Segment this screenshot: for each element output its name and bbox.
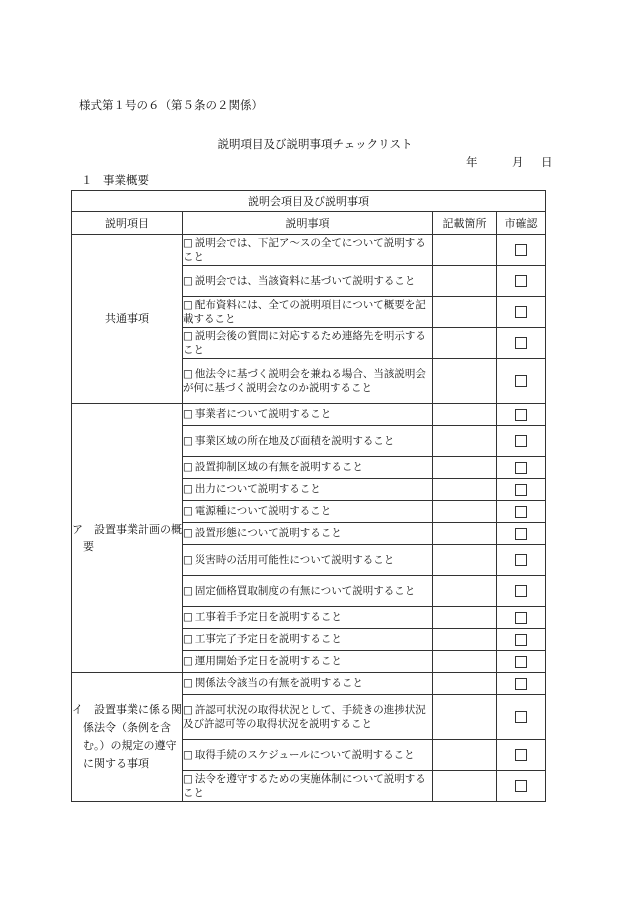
date-day-label: 日	[541, 155, 553, 169]
matter-cell	[183, 740, 433, 771]
matter-cell	[183, 673, 433, 695]
location-cell[interactable]	[433, 404, 497, 426]
checkbox-mark[interactable]: □	[183, 584, 193, 597]
date-year-label: 年	[466, 155, 478, 169]
category-cell	[72, 673, 183, 802]
city-check-checkbox[interactable]	[515, 337, 527, 349]
city-check-cell	[497, 479, 546, 501]
table-row	[72, 404, 546, 426]
city-check-checkbox[interactable]	[515, 275, 527, 287]
matter-text: 設置抑制区域の有無を説明すること	[194, 461, 363, 474]
matter-text: 説明会では、下記ア～スの全てについて説明すること	[183, 236, 426, 263]
matter-text: 固定価格買取制度の有無について説明すること	[194, 584, 416, 597]
matter-cell	[183, 629, 433, 651]
matter-text: 他法令に基づく説明会を兼ねる場合、当該説明会が何に基づく説明会なのか説明すること	[183, 367, 426, 394]
header-location: 記載箇所	[433, 212, 497, 235]
matter-text: 配布資料には、全ての説明項目について概要を記載すること	[183, 298, 426, 325]
location-cell[interactable]	[433, 771, 497, 802]
checkbox-mark[interactable]: □	[183, 527, 193, 540]
city-check-cell	[497, 501, 546, 523]
matter-text: 説明会後の質問に対応するため連絡先を明示すること	[183, 329, 426, 356]
city-check-checkbox[interactable]	[515, 585, 527, 597]
location-cell[interactable]	[433, 501, 497, 523]
location-cell[interactable]	[433, 545, 497, 576]
checkbox-mark[interactable]: □	[183, 655, 193, 668]
matter-cell	[183, 328, 433, 359]
matter-text: 設置形態について説明すること	[194, 527, 342, 540]
city-check-checkbox[interactable]	[515, 780, 527, 792]
category-label: 共通事項	[105, 312, 149, 325]
checkbox-mark[interactable]: □	[183, 329, 193, 342]
location-cell[interactable]	[433, 523, 497, 545]
city-check-checkbox[interactable]	[515, 484, 527, 496]
category-label: ア 設置事業計画の概要	[72, 523, 182, 553]
table-row	[72, 235, 546, 266]
matter-cell	[183, 695, 433, 740]
matter-cell	[183, 297, 433, 328]
city-check-cell	[497, 359, 546, 404]
city-check-cell	[497, 266, 546, 297]
city-check-cell	[497, 771, 546, 802]
matter-cell	[183, 607, 433, 629]
location-cell[interactable]	[433, 651, 497, 673]
checkbox-mark[interactable]: □	[183, 367, 193, 380]
category-cell	[72, 235, 183, 404]
location-cell[interactable]	[433, 235, 497, 266]
city-check-checkbox[interactable]	[515, 528, 527, 540]
matter-text: 電源種について説明すること	[194, 505, 332, 518]
matter-text: 取得手続のスケジュールについて説明すること	[194, 748, 415, 761]
matter-cell	[183, 501, 433, 523]
checkbox-mark[interactable]: □	[183, 611, 193, 624]
checkbox-mark[interactable]: □	[183, 298, 193, 311]
location-cell[interactable]	[433, 740, 497, 771]
location-cell[interactable]	[433, 607, 497, 629]
header-matter: 説明事項	[183, 212, 433, 235]
header-item: 説明項目	[72, 212, 183, 235]
checkbox-mark[interactable]: □	[183, 274, 193, 287]
matter-cell	[183, 479, 433, 501]
location-cell[interactable]	[433, 297, 497, 328]
checkbox-mark[interactable]: □	[183, 633, 193, 646]
checkbox-mark[interactable]: □	[183, 461, 193, 474]
checkbox-mark[interactable]: □	[183, 236, 193, 249]
matter-text: 出力について説明すること	[194, 483, 321, 496]
city-check-checkbox[interactable]	[515, 306, 527, 318]
matter-text: 運用開始予定日を説明すること	[194, 655, 342, 668]
table-row	[72, 673, 546, 695]
matter-cell	[183, 404, 433, 426]
document-title: 説明項目及び説明事項チェックリスト	[217, 137, 413, 151]
matter-text: 関係法令該当の有無を説明すること	[194, 677, 363, 690]
city-check-checkbox[interactable]	[515, 435, 527, 447]
city-check-cell	[497, 651, 546, 673]
city-check-cell	[497, 328, 546, 359]
matter-text: 事業区域の所在地及び面積を説明すること	[194, 434, 395, 447]
date-month-label: 月	[512, 155, 524, 169]
city-check-checkbox[interactable]	[515, 711, 527, 723]
matter-text: 工事着手予定日を説明すること	[194, 611, 342, 624]
city-check-checkbox[interactable]	[515, 506, 527, 518]
location-cell[interactable]	[433, 328, 497, 359]
matter-cell	[183, 523, 433, 545]
city-check-checkbox[interactable]	[515, 554, 527, 566]
checkbox-mark[interactable]: □	[183, 553, 193, 566]
city-check-checkbox[interactable]	[515, 375, 527, 387]
city-check-cell	[497, 404, 546, 426]
matter-cell	[183, 771, 433, 802]
matter-cell	[183, 266, 433, 297]
city-check-cell	[497, 740, 546, 771]
section-number: １	[81, 173, 93, 187]
matter-text: 法令を遵守するための実施体制について説明すること	[183, 772, 426, 799]
location-cell[interactable]	[433, 479, 497, 501]
city-check-checkbox[interactable]	[515, 409, 527, 421]
city-check-cell	[497, 695, 546, 740]
location-cell[interactable]	[433, 457, 497, 479]
city-check-cell	[497, 673, 546, 695]
matter-cell	[183, 545, 433, 576]
section-heading	[81, 172, 149, 188]
location-cell[interactable]	[433, 629, 497, 651]
checklist-table	[71, 190, 546, 802]
city-check-cell	[497, 235, 546, 266]
header-city-check: 市確認	[497, 212, 546, 235]
matter-cell	[183, 359, 433, 404]
checkbox-mark[interactable]: □	[183, 703, 193, 716]
category-label: イ 設置事業に係る関係法令（条例を含む。）の規定の遵守に関する事項	[72, 703, 182, 770]
table-title: 説明会項目及び説明事項	[72, 191, 546, 212]
city-check-checkbox[interactable]	[515, 634, 527, 646]
city-check-checkbox[interactable]	[515, 462, 527, 474]
location-cell[interactable]	[433, 359, 497, 404]
matter-cell	[183, 651, 433, 673]
location-cell[interactable]	[433, 673, 497, 695]
form-number: 様式第１号の６（第５条の２関係）	[79, 98, 263, 112]
location-cell[interactable]	[433, 266, 497, 297]
checkbox-mark[interactable]: □	[183, 483, 193, 496]
checkbox-mark[interactable]: □	[183, 408, 193, 421]
city-check-cell	[497, 523, 546, 545]
city-check-cell	[497, 457, 546, 479]
city-check-cell	[497, 426, 546, 457]
city-check-checkbox[interactable]	[515, 678, 527, 690]
matter-cell	[183, 457, 433, 479]
checkbox-mark[interactable]: □	[183, 772, 193, 785]
matter-text: 事業者について説明すること	[194, 408, 332, 421]
matter-text: 災害時の活用可能性について説明すること	[194, 553, 395, 566]
city-check-checkbox[interactable]	[515, 244, 527, 256]
city-check-checkbox[interactable]	[515, 656, 527, 668]
checkbox-mark[interactable]: □	[183, 434, 193, 447]
checkbox-mark[interactable]: □	[183, 748, 193, 761]
matter-text: 許認可状況の取得状況として、手続きの進捗状況及び許認可等の取得状況を説明すること	[183, 703, 426, 730]
city-check-checkbox[interactable]	[515, 749, 527, 761]
city-check-cell	[497, 545, 546, 576]
city-check-cell	[497, 629, 546, 651]
section-heading-text: 事業概要	[103, 173, 149, 187]
city-check-cell	[497, 297, 546, 328]
location-cell[interactable]	[433, 576, 497, 607]
checkbox-mark[interactable]: □	[183, 505, 193, 518]
city-check-cell	[497, 607, 546, 629]
city-check-checkbox[interactable]	[515, 612, 527, 624]
city-check-cell	[497, 576, 546, 607]
matter-cell	[183, 235, 433, 266]
matter-text: 工事完了予定日を説明すること	[194, 633, 342, 646]
category-cell	[72, 404, 183, 673]
matter-text: 説明会では、当該資料に基づいて説明すること	[194, 274, 416, 287]
checkbox-mark[interactable]: □	[183, 677, 193, 690]
location-cell[interactable]	[433, 695, 497, 740]
matter-cell	[183, 426, 433, 457]
location-cell[interactable]	[433, 426, 497, 457]
matter-cell	[183, 576, 433, 607]
